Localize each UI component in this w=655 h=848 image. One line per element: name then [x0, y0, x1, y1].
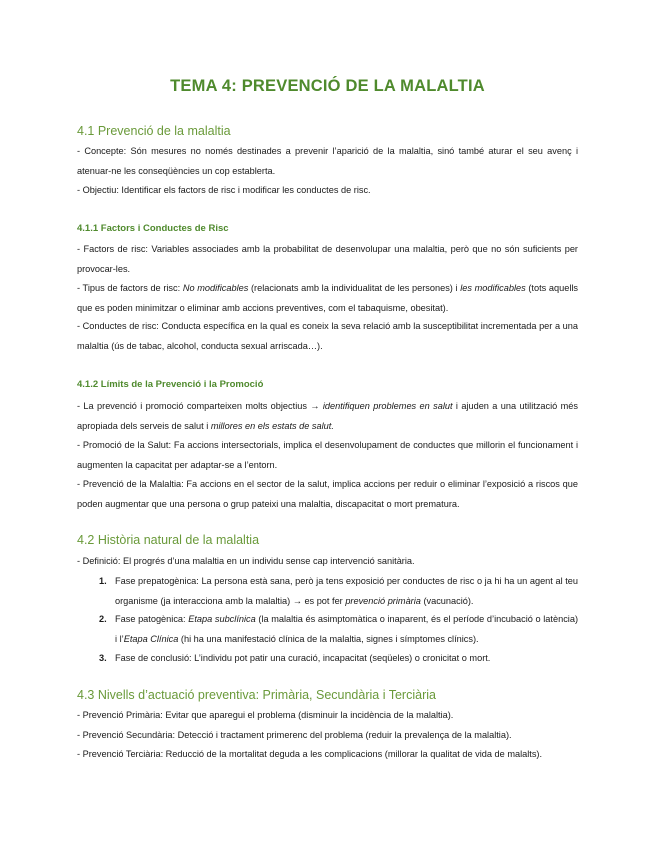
paragraph-promocio-salut: - Promoció de la Salut: Fa accions intersectorials, implica el desenvolupament de conductes que millorin el funcionament i augmenten la capacitat per adaptar-se a l’entorn.	[77, 440, 578, 470]
section-heading-4-3: 4.3 Nivells d’actuació preventiva: Primària, Secundària i Terciària	[77, 688, 436, 702]
page-title: TEMA 4: PREVENCIÓ DE LA MALALTIA	[170, 77, 485, 95]
paragraph-limits	[77, 397, 578, 436]
text-run: (la malaltia és asimptomàtica o inaparent, és el període d’incubació o latència) i l’	[115, 614, 578, 644]
text-run: Fase prepatogènica: La persona està sana, però ja tens exposició per conductes de risc o ja hi ha un agent al teu organisme (ja interacciona amb la malaltia) → es pot fer	[115, 576, 578, 606]
italic-term: prevenció primària	[345, 595, 421, 606]
subsection-heading-4-1-2: 4.1.2 Límits de la Prevenció i la Promoció	[77, 379, 264, 390]
list-text	[115, 572, 578, 611]
paragraph-conductes-de-risc: - Conductes de risc: Conducta específica en la qual es coneix la seva relació amb la susceptibilitat incrementada per a una malaltia (ús de tabac, alcohol, conducta sexual arriscada…).	[77, 321, 578, 351]
paragraph-concepte: - Concepte: Són mesures no només destinades a prevenir l’aparició de la malaltia, sinó també aturar el seu avenç i atenuar-ne les conseqüències un cop establerta.	[77, 146, 578, 176]
text-run: (vacunació).	[420, 595, 474, 606]
list-number: 2.	[99, 614, 107, 624]
list-number: 1.	[99, 576, 107, 586]
italic-term: Etapa Clínica	[123, 633, 179, 644]
text-run: (relacionats amb la individualitat de les persones) i	[248, 283, 461, 293]
italic-term: Etapa subclínica	[188, 614, 256, 624]
text-run: Fase patogènica:	[115, 614, 189, 624]
italic-term: No modificables	[182, 283, 249, 293]
list-text	[115, 610, 578, 649]
paragraph-factors-de-risc: - Factors de risc: Variables associades amb la probabilitat de desenvolupar una malaltia, però que no són suficients per provocar-les.	[77, 244, 578, 274]
list-text: Fase de conclusió: L’individu pot patir una curació, incapacitat (seqüeles) o cronicitat o mort.	[115, 653, 491, 663]
paragraph-prevencio-malaltia: - Prevenció de la Malaltia: Fa accions en el sector de la salut, implica accions per reduir o eliminar l’exposició a riscos que poden augmentar que una persona o grup pateixi una malaltia, discapacitat o mort prematura.	[77, 479, 578, 509]
list-number: 3.	[99, 653, 107, 663]
list-item	[99, 572, 578, 611]
paragraph-prevencio-primaria: - Prevenció Primària: Evitar que aparegui el problema (disminuir la incidència de la malaltia).	[77, 710, 454, 720]
text-run: i ajuden a una utilització més apropiada dels serveis de salut i	[77, 401, 578, 431]
paragraph-objectiu: - Objectiu: Identificar els factors de risc i modificar les conductes de risc.	[77, 185, 371, 195]
italic-term: les modificables	[460, 283, 526, 293]
paragraph-prevencio-terciaria: - Prevenció Terciària: Reducció de la mortalitat deguda a les complicacions (millorar la qualitat de vida de malalts).	[77, 749, 543, 759]
section-heading-4-2: 4.2 Història natural de la malaltia	[77, 533, 260, 547]
text-run: - Tipus de factors de risc:	[77, 283, 183, 293]
paragraph-prevencio-secundaria: - Prevenció Secundària: Detecció i tractament primerenc del problema (reduir la prevalença de la malaltia).	[77, 730, 512, 740]
list-item	[99, 649, 578, 669]
text-run: (hi ha una manifestació clínica de la malaltia, signes i símptomes clínics).	[178, 633, 479, 644]
list-item	[99, 610, 578, 649]
paragraph-tipus-factors	[77, 279, 578, 318]
subsection-heading-4-1-1: 4.1.1 Factors i Conductes de Risc	[77, 223, 229, 234]
section-heading-4-1: 4.1 Prevenció de la malaltia	[77, 124, 231, 138]
italic-term: millores en els estats de salut.	[210, 420, 334, 431]
text-run: - La prevenció i promoció comparteixen molts objectius →	[77, 401, 323, 411]
italic-term: identifiquen problemes en salut	[322, 401, 453, 411]
text-run: (tots aquells que es poden minimitzar o eliminar amb accions preventives, com el tabaquisme, obesitat).	[77, 283, 579, 313]
paragraph-definicio: - Definició: El progrés d’una malaltia en un individu sense cap intervenció sanitària.	[77, 556, 415, 566]
